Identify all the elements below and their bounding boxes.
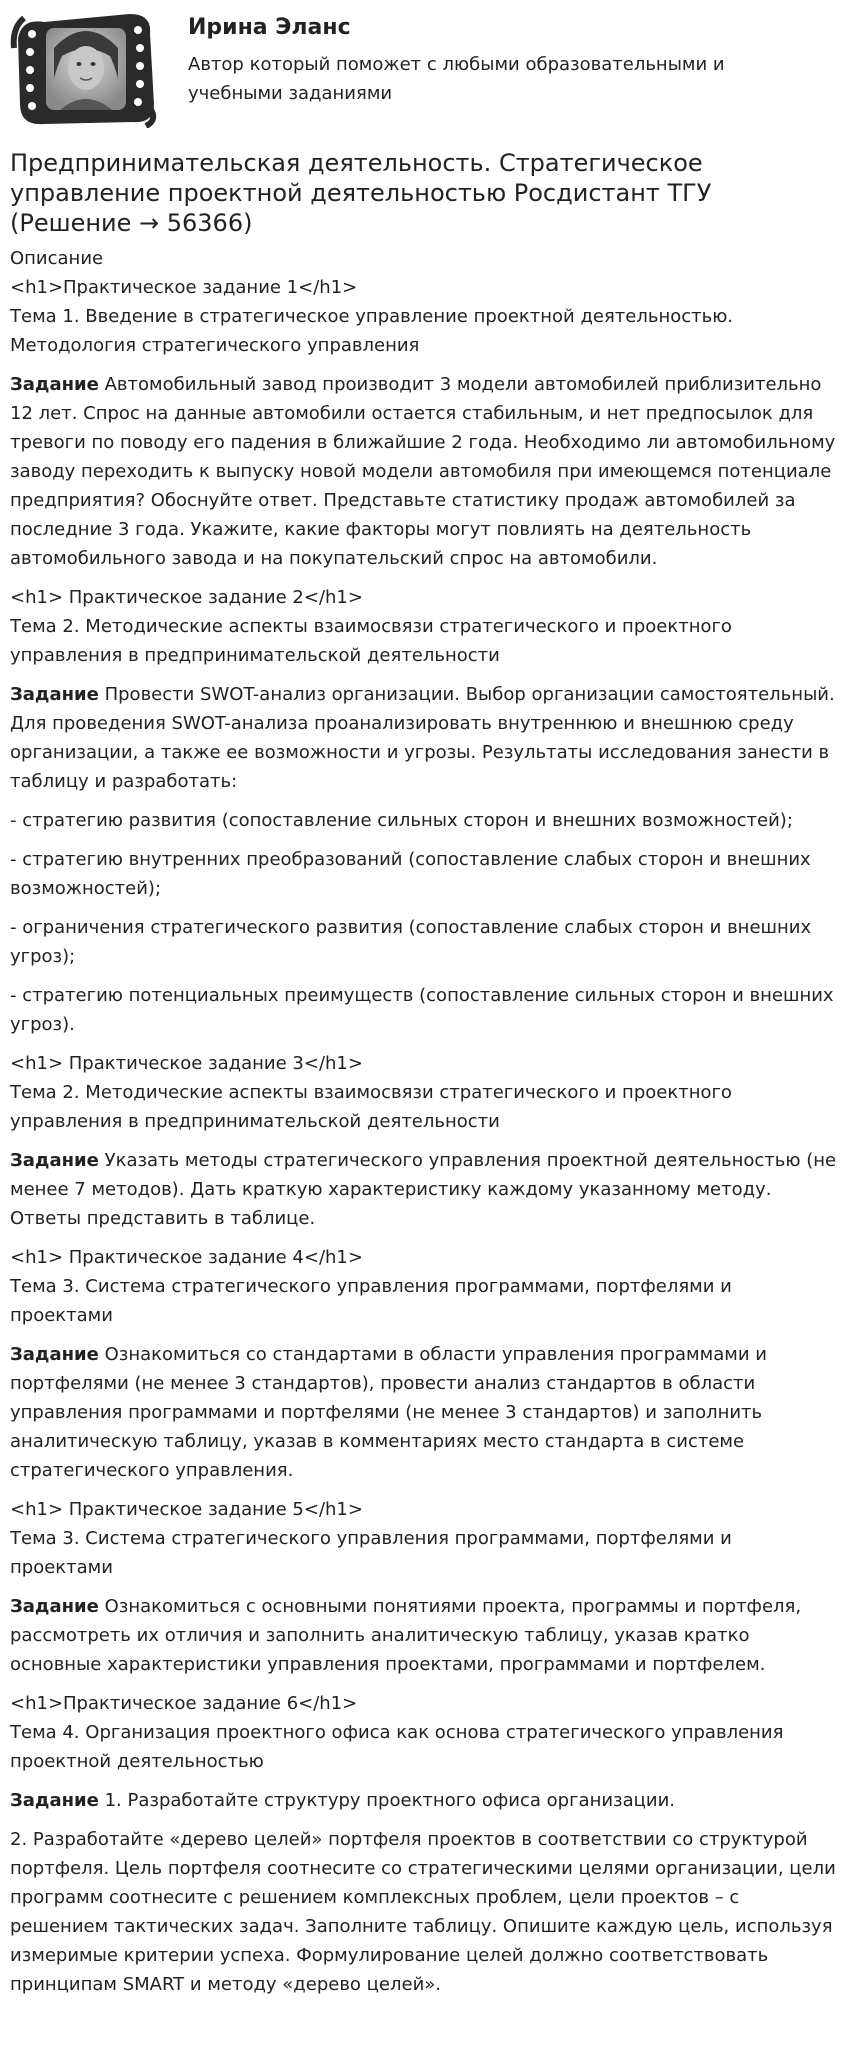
task-block-5	[10, 1495, 837, 1679]
film-frame-portrait-icon	[10, 8, 158, 128]
task-theme: Тема 4. Организация проектного офиса как основа стратегического управления проектной деятельностью	[10, 1722, 784, 1772]
task-h1: <h1>Практическое задание 6</h1>	[10, 1693, 358, 1714]
task-body: Ознакомиться со стандартами в области управления программами и портфелями (не менее 3 стандартов), провести анализ стандартов в области управления программами и портфелями (не менее 3 стандартов) и заполнить аналитическую таблицу, указав в комментариях место стандарта в системе стратегического управления.	[10, 1344, 767, 1481]
task-block-6	[10, 1689, 837, 1999]
task-label: Задание	[10, 1790, 99, 1811]
task-label: Задание	[10, 374, 99, 395]
task-block-2	[10, 583, 837, 1039]
task-text	[10, 1592, 837, 1679]
list-item: - стратегию внутренних преобразований (сопоставление слабых сторон и внешних возможностей);	[10, 849, 811, 899]
task-body: 1. Разработайте структуру проектного офиса организации.	[98, 1790, 676, 1811]
list-item: - стратегию развития (сопоставление сильных сторон и внешних возможностей);	[10, 810, 793, 831]
list-item: 2. Разработайте «дерево целей» портфеля проектов в соответствии со структурой портфеля. Цель портфеля соотнесите со стратегическими целями организации, цели программ соотнесите с решением комплексных проблем, цели проектов – с решением тактических задач. Заполните таблицу. Опишите каждую цель, используя измеримые критерии успеха. Формулирование целей должно соответствовать принципам SMART и методу «дерево целей».	[10, 1829, 836, 1995]
task-theme: Тема 1. Введение в стратегическое управление проектной деятельностью. Методология стратегического управления	[10, 306, 734, 356]
page-title: Предпринимательская деятельность. Стратегическое управление проектной деятельностью Росдистант ТГУ (Решение → 56366)	[10, 149, 712, 237]
task-body: Указать методы стратегического управления проектной деятельностью (не менее 7 методов). Дать краткую характеристику каждому указанному методу. Ответы представить в таблице.	[10, 1150, 837, 1229]
task-label: Задание	[10, 1344, 99, 1365]
task-body: Автомобильный завод производит 3 модели автомобилей приблизительно 12 лет. Спрос на данные автомобили остается стабильным, и нет предпосылок для тревоги по поводу его падения в ближайшие 2 года. Необходимо ли автомобильному заводу переходить к выпуску новой модели автомобиля при имеющемся потенциале предприятия? Обоснуйте ответ. Представьте статистику продаж автомобилей за последние 3 года. Укажите, какие факторы могут повлиять на деятельность автомобильного завода и на покупательский спрос на автомобили.	[10, 374, 836, 569]
task-h1: <h1> Практическое задание 3</h1>	[10, 1053, 363, 1074]
task-h1: <h1> Практическое задание 5</h1>	[10, 1499, 363, 1520]
author-card	[10, 0, 837, 118]
task-theme: Тема 2. Методические аспекты взаимосвязи стратегического и проектного управления в предпринимательской деятельности	[10, 616, 732, 666]
task-block-1	[10, 273, 837, 573]
task-text	[10, 1786, 837, 1815]
task-text	[10, 1146, 837, 1233]
task-body: Провести SWOT-анализ организации. Выбор организации самостоятельный. Для проведения SWOT-анализа проанализировать внутреннюю и внешнюю среду организации, а также ее возможности и угрозы. Результаты исследования занести в таблицу и разработать:	[10, 684, 835, 792]
list-item: - стратегию потенциальных преимуществ (сопоставление сильных сторон и внешних угроз).	[10, 985, 834, 1035]
task-h1: <h1> Практическое задание 2</h1>	[10, 587, 363, 608]
description-label: Описание	[10, 248, 104, 269]
author-info	[158, 8, 808, 108]
task-text	[10, 680, 837, 796]
avatar[interactable]	[10, 8, 158, 128]
author-name[interactable]: Ирина Эланс	[188, 15, 351, 40]
task-block-3	[10, 1049, 837, 1233]
task-text	[10, 370, 837, 573]
task-label: Задание	[10, 684, 99, 705]
list-item: - ограничения стратегического развития (сопоставление слабых сторон и внешних угроз);	[10, 917, 812, 967]
task-block-4	[10, 1243, 837, 1485]
task-h1: <h1> Практическое задание 4</h1>	[10, 1247, 363, 1268]
task-h1: <h1>Практическое задание 1</h1>	[10, 277, 358, 298]
task-theme: Тема 2. Методические аспекты взаимосвязи стратегического и проектного управления в предпринимательской деятельности	[10, 1082, 732, 1132]
task-theme: Тема 3. Система стратегического управления программами, портфелями и проектами	[10, 1276, 732, 1326]
task-theme: Тема 3. Система стратегического управления программами, портфелями и проектами	[10, 1528, 732, 1578]
task-label: Задание	[10, 1150, 99, 1171]
task-label: Задание	[10, 1596, 99, 1617]
task-body: Ознакомиться с основными понятиями проекта, программы и портфеля, рассмотреть их отличия и заполнить аналитическую таблицу, указав кратко основные характеристики управления проектами, программами и портфелем.	[10, 1596, 802, 1675]
author-description: Автор который поможет с любыми образовательными и учебными заданиями	[188, 54, 725, 104]
task-text	[10, 1340, 837, 1485]
